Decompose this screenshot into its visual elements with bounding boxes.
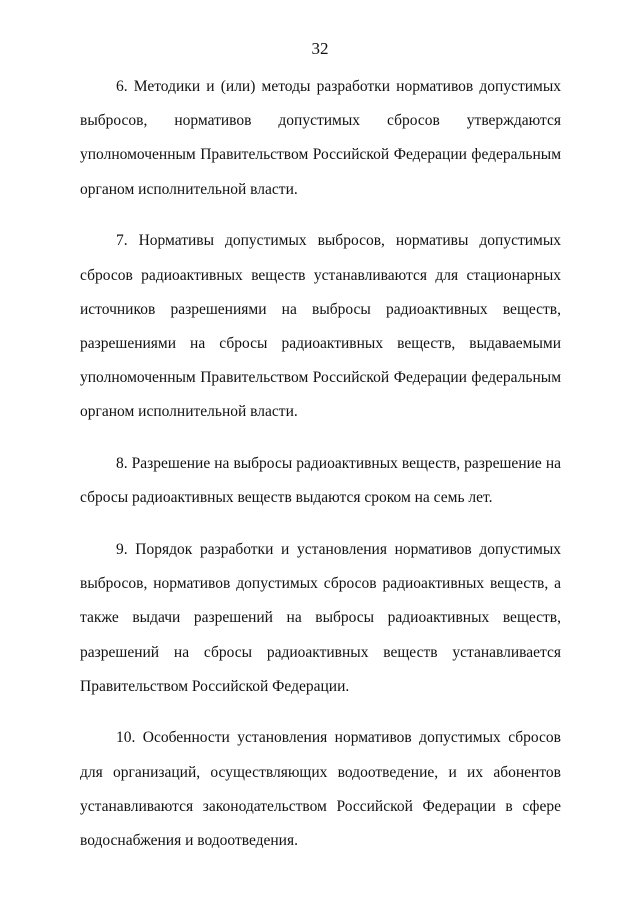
page-number: 32: [311, 39, 329, 58]
paragraph-8: 8. Разрешение на выбросы радиоактивных веществ, разрешение на сбросы радиоактивных веществ выдаются сроком на семь лет.: [80, 455, 561, 507]
document-body: [80, 70, 561, 876]
paragraph-6: 6. Методики и (или) методы разработки нормативов допустимых выбросов, нормативов допустимых сбросов утверждаются уполномоченным Правительством Российской Федерации федеральным органом исполнительной власти.: [80, 78, 561, 198]
paragraph-10: 10. Особенности установления нормативов допустимых сбросов для организаций, осуществляющих водоотведение, и их абонентов устанавливаются законодательством Российской Федерации в сфере водоснабжения и водоотведения.: [80, 729, 561, 850]
paragraph-7: 7. Нормативы допустимых выбросов, нормативы допустимых сбросов радиоактивных веществ устанавливаются для стационарных источников разрешениями на выбросы радиоактивных веществ, разрешениями на сбросы радиоактивных веществ, выдаваемыми уполномоченным Правительством Российской Федерации федеральным органом исполнительной власти.: [80, 232, 561, 421]
paragraph-9: 9. Порядок разработки и установления нормативов допустимых выбросов, нормативов допустимых сбросов радиоактивных веществ, а также выдачи разрешений на выбросы радиоактивных веществ, разрешений на сбросы радиоактивных веществ устанавливается Правительством Российской Федерации.: [80, 540, 561, 695]
